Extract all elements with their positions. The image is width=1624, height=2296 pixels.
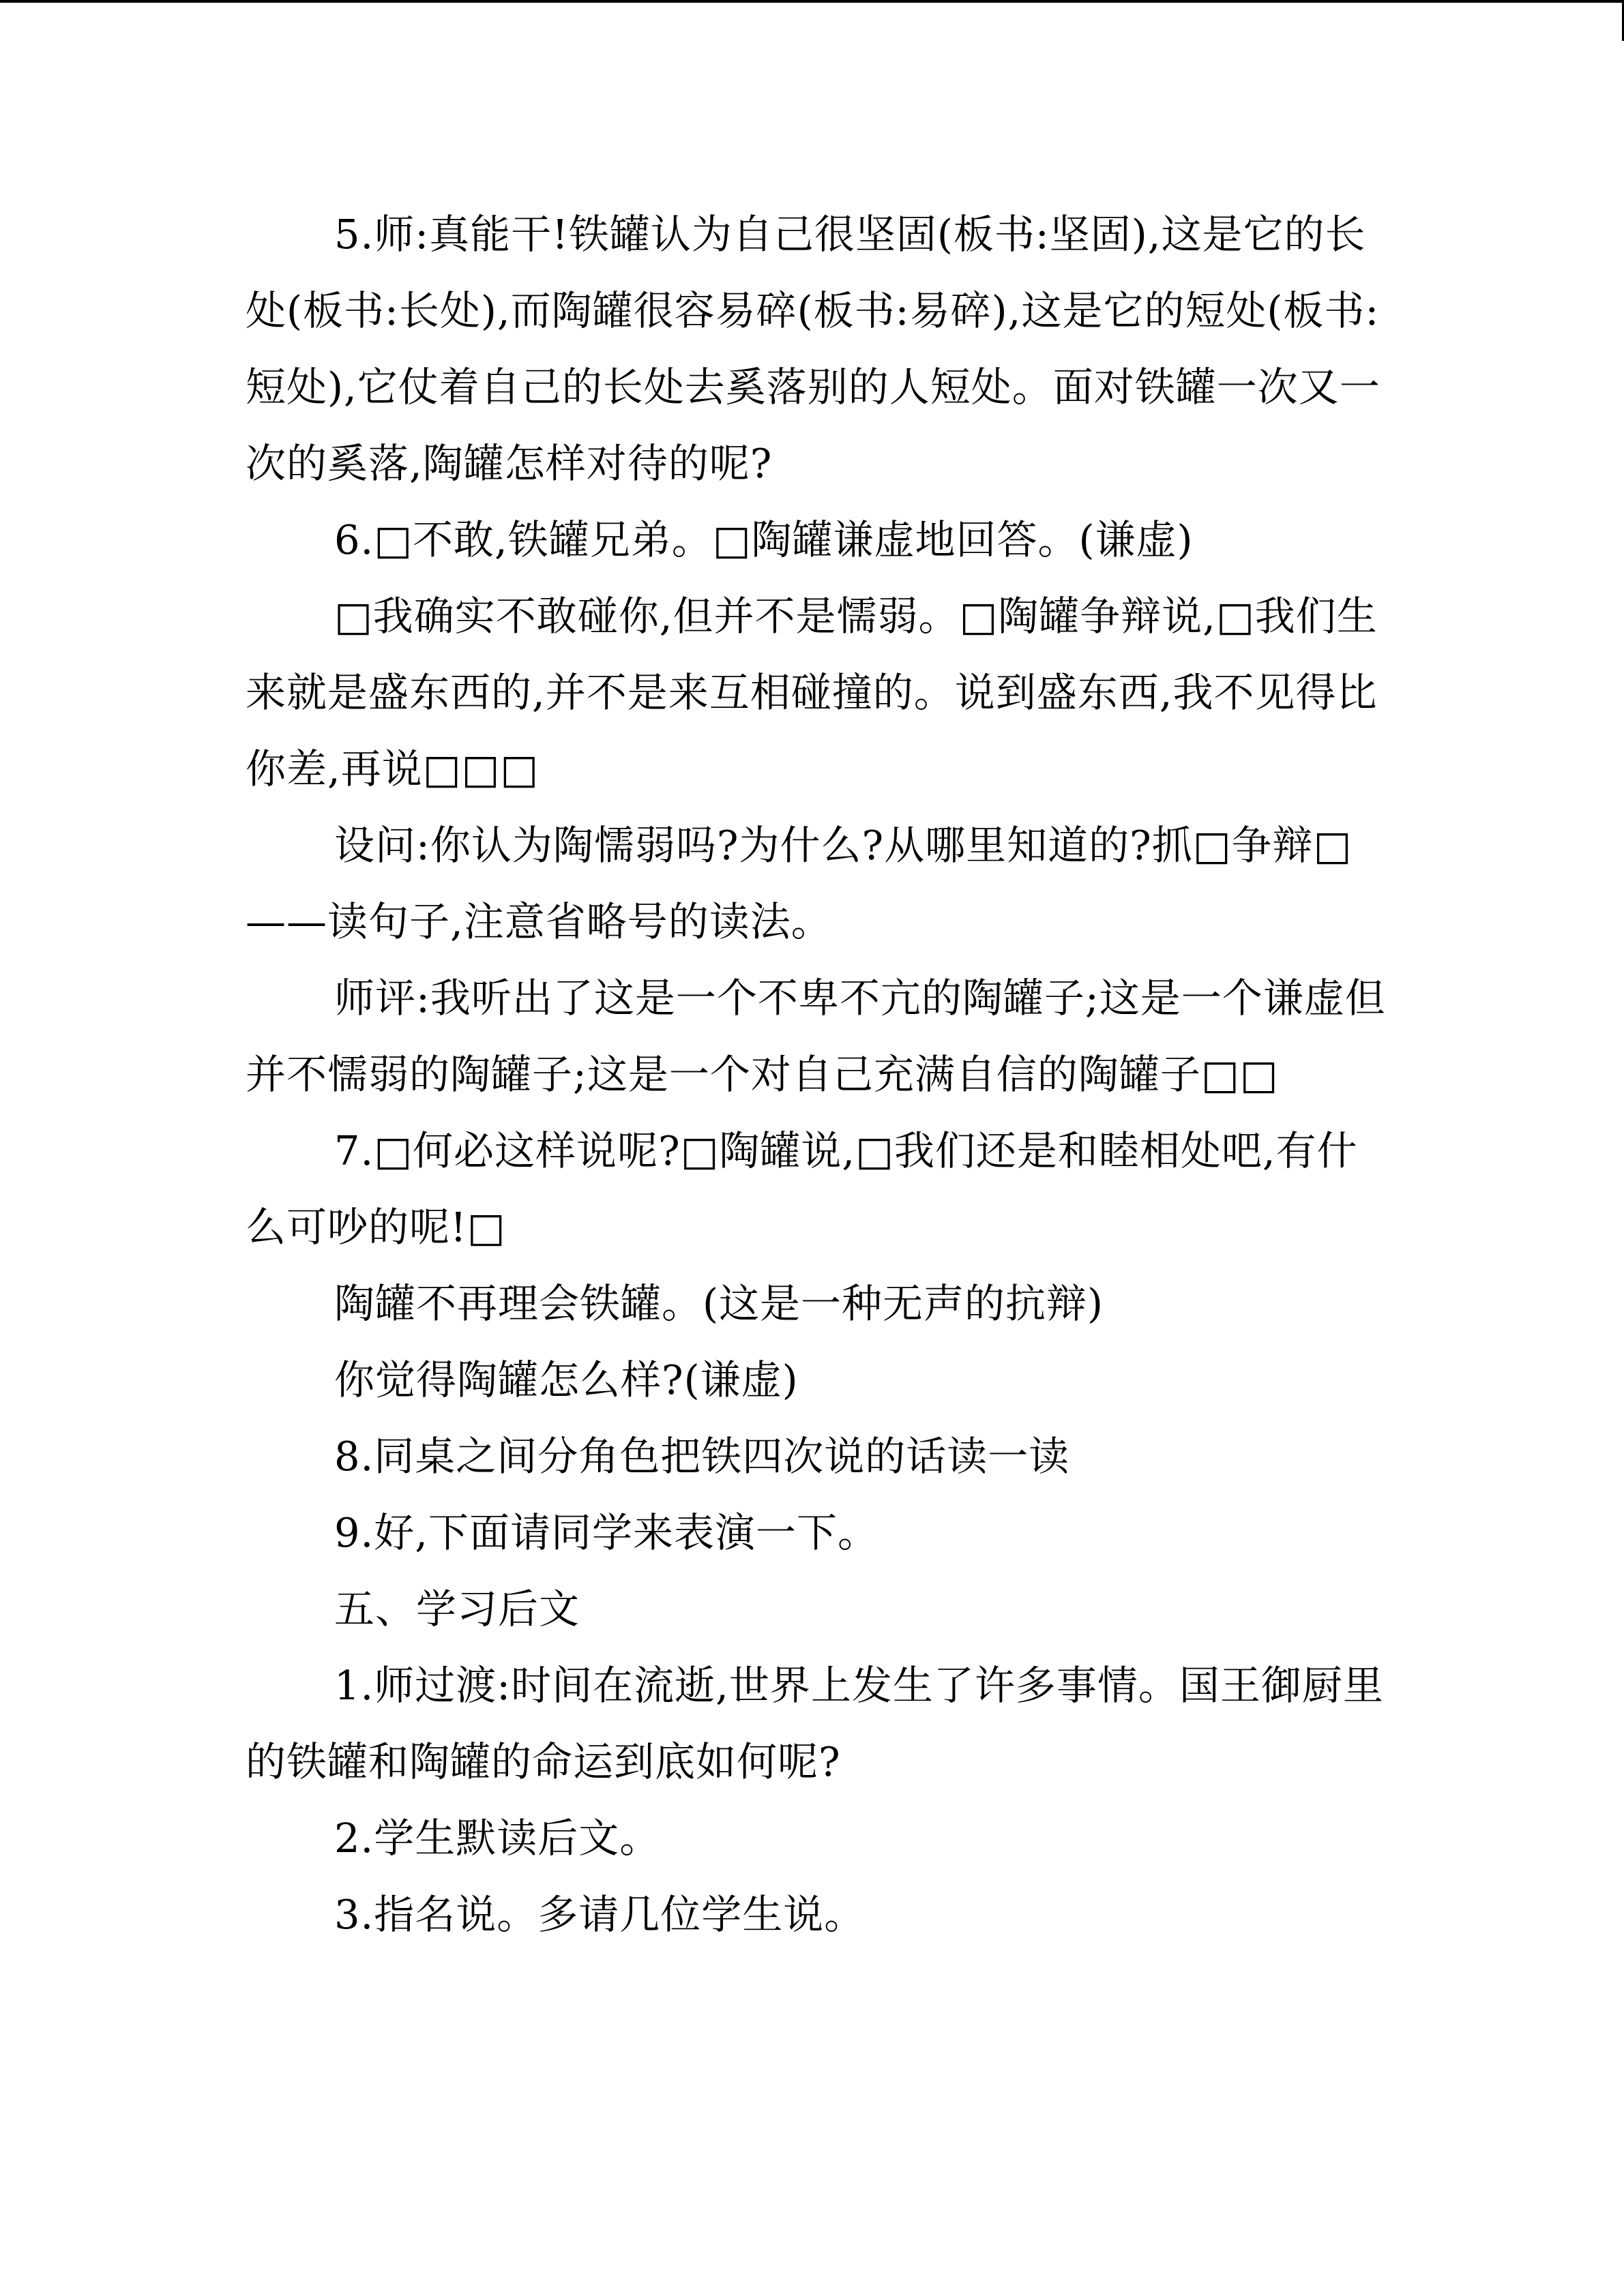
paragraph-dare-not: 6.□不敢,铁罐兄弟。□陶罐谦虚地回答。(谦虚) — [334, 516, 1194, 563]
paragraph-why-say: 7.□何必这样说呢?□陶罐说,□我们还是和睦相处吧,有什么可吵的呢!□ — [246, 1127, 1358, 1251]
paragraph-transition: 1.师过渡:时间在流逝,世界上发生了许多事情。国王御厨里的铁罐和陶罐的命运到底如何呢? — [246, 1662, 1384, 1785]
paragraph-what-do-you-think: 你觉得陶罐怎么样?(谦虚) — [334, 1356, 799, 1403]
paragraph-teacher-praise: 5.师:真能干!铁罐认为自己很坚固(板书:坚固),这是它的长处(板书:长处),而陶罐很容易碎(板书:易碎),这是它的短处(板书:短处),它仗着自己的长处去奚落别的人短处。面对铁罐一次又一次的奚落,陶罐怎样对待的呢? — [246, 211, 1381, 487]
paragraph-perform: 9.好,下面请同学来表演一下。 — [334, 1509, 879, 1556]
section-heading: 五、学习后文 — [334, 1585, 580, 1632]
paragraph-question: 设问:你认为陶懦弱吗?为什么?从哪里知道的?抓□争辩□ — [334, 822, 1353, 869]
paragraph-read-sentence: ——读句子,注意省略号的读法。 — [246, 898, 832, 945]
paragraph-call-names: 3.指名说。多请几位学生说。 — [334, 1891, 866, 1938]
paragraph-silent-reading: 2.学生默读后文。 — [334, 1815, 661, 1862]
paragraph-teacher-comment: 师评:我听出了这是一个不卑不亢的陶罐子;这是一个谦虚但并不懦弱的陶罐子;这是一个对自己充满自信的陶罐子□□ — [246, 974, 1386, 1098]
paragraph-role-reading: 8.同桌之间分角色把铁四次说的话读一读 — [334, 1433, 1070, 1480]
lesson-text — [246, 196, 1391, 1953]
paragraph-silent-argument: 陶罐不再理会铁罐。(这是一种无声的抗辩) — [334, 1280, 1104, 1327]
top-border-line — [0, 0, 1624, 3]
paragraph-argue: □我确实不敢碰你,但并不是懦弱。□陶罐争辩说,□我们生来就是盛东西的,并不是来互相碰撞的。说到盛东西,我不见得比你差,再说□□□ — [246, 593, 1378, 792]
